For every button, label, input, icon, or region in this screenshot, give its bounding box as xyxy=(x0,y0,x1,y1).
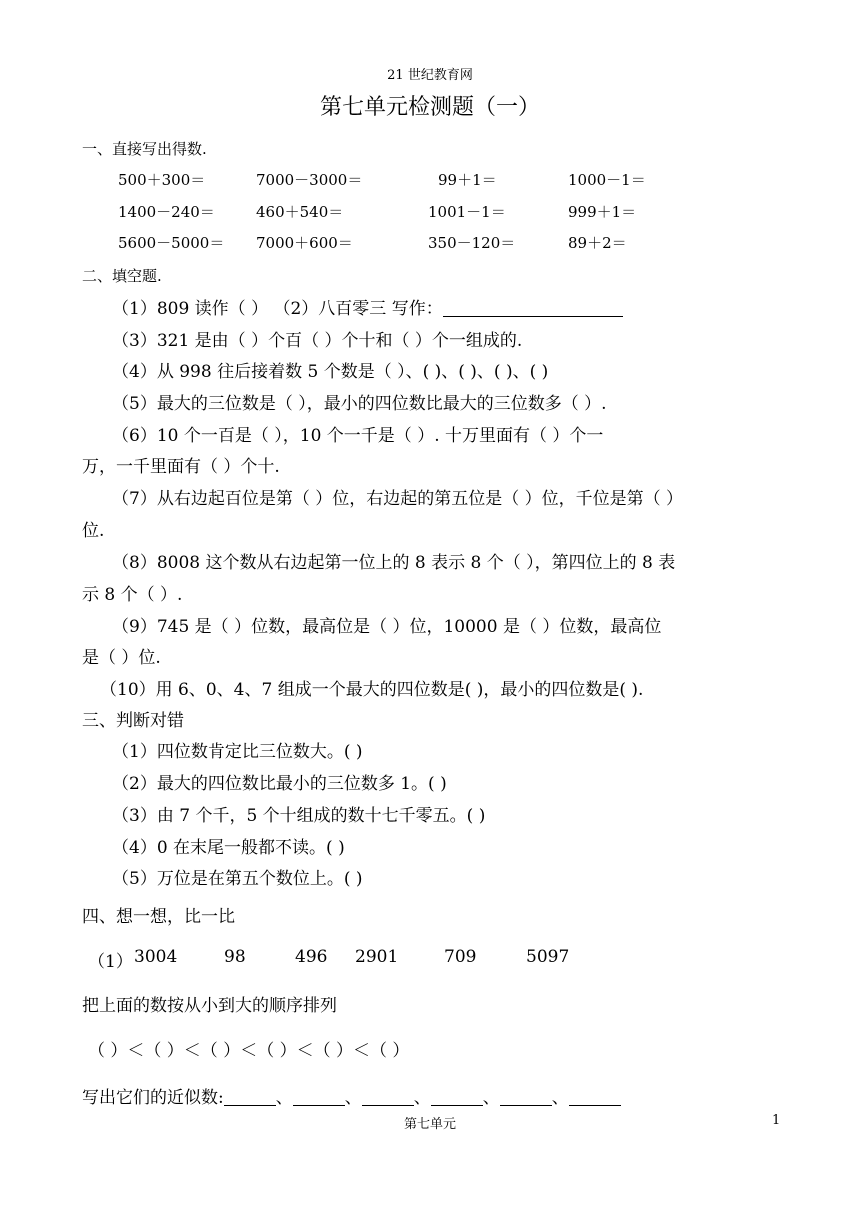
answer-blank[interactable] xyxy=(362,1088,414,1106)
order-row: （ ）＜（ ）＜（ ）＜（ ）＜（ ）＜（ ） xyxy=(88,1041,410,1061)
section-2-heading: 二、填空题. xyxy=(82,267,162,285)
calc-item: 350－120＝ xyxy=(428,234,516,252)
separator: 、 xyxy=(344,1088,362,1108)
question-text: （1）809 读作（ ） （2）八百零三 写作： xyxy=(112,299,443,319)
compare-number: 2901 xyxy=(355,947,399,967)
fill-question-3: （3）321 是由（ ）个百（ ）个十和（ ）个一组成的. xyxy=(112,331,523,351)
calc-item: 500＋300＝ xyxy=(118,171,206,189)
separator: 、 xyxy=(275,1088,293,1108)
judge-item: （4）0 在末尾一般都不读。( ) xyxy=(112,838,345,858)
approx-row xyxy=(82,1083,621,1108)
judge-item: （1）四位数肯定比三位数大。( ) xyxy=(112,742,363,762)
compare-number: 98 xyxy=(224,947,246,967)
calc-item: 1000－1＝ xyxy=(568,171,646,189)
footer-unit: 第七单元 xyxy=(403,1117,456,1132)
fill-question-7: （7）从右边起百位是第（ ）位，右边起的第五位是（ ）位，千位是第（ ） xyxy=(112,489,684,509)
section-1-heading: 一、直接写出得数. xyxy=(82,140,207,158)
compare-label: （1） xyxy=(88,952,133,972)
section-3-heading: 三、判断对错 xyxy=(82,711,184,731)
answer-blank[interactable] xyxy=(443,299,623,317)
fill-question-4: （4）从 998 往后接着数 5 个数是（ ）、( )、( )、( )、( ) xyxy=(112,362,549,382)
calc-item: 999＋1＝ xyxy=(568,203,637,221)
separator: 、 xyxy=(482,1088,500,1108)
calc-item: 1001－1＝ xyxy=(428,203,506,221)
page-title: 第七单元检测题（一） xyxy=(319,95,540,120)
judge-item: （5）万位是在第五个数位上。( ) xyxy=(112,869,363,889)
site-header: 21 世纪教育网 xyxy=(387,68,473,83)
section-4-heading: 四、想一想，比一比 xyxy=(82,907,235,927)
separator: 、 xyxy=(551,1088,569,1108)
fill-question-5: （5）最大的三位数是（ ），最小的四位数比最大的三位数多（ ）. xyxy=(112,394,607,414)
approx-label: 写出它们的近似数: xyxy=(82,1088,224,1108)
fill-question-9: （9）745 是（ ）位数，最高位是（ ）位，10000 是（ ）位数，最高位 xyxy=(112,617,662,637)
fill-question-10: （10）用 6、0、4、7 组成一个最大的四位数是( )，最小的四位数是( ). xyxy=(100,680,644,700)
calc-item: 5600－5000＝ xyxy=(118,234,225,252)
calc-item: 99＋1＝ xyxy=(438,171,497,189)
compare-number: 3004 xyxy=(134,947,178,967)
answer-blank[interactable] xyxy=(431,1088,483,1106)
calc-item: 460＋540＝ xyxy=(256,203,344,221)
answer-blank[interactable] xyxy=(293,1088,345,1106)
judge-item: （3）由 7 个千，5 个十组成的数十七千零五。( ) xyxy=(112,806,486,826)
compare-instruction: 把上面的数按从小到大的顺序排列 xyxy=(82,996,337,1016)
judge-item: （2）最大的四位数比最小的三位数多 1。( ) xyxy=(112,774,447,794)
fill-question-7-cont: 位. xyxy=(82,521,105,541)
compare-number: 496 xyxy=(295,947,328,967)
fill-question-1-2 xyxy=(112,294,623,319)
answer-blank[interactable] xyxy=(500,1088,552,1106)
answer-blank[interactable] xyxy=(569,1088,621,1106)
fill-question-8: （8）8008 这个数从右边起第一位上的 8 表示 8 个（ ），第四位上的 8 表 xyxy=(112,553,676,573)
answer-blank[interactable] xyxy=(224,1088,276,1106)
separator: 、 xyxy=(413,1088,431,1108)
page-number: 1 xyxy=(772,1113,781,1128)
fill-question-8-cont: 示 8 个（ ）. xyxy=(82,585,183,605)
fill-question-6: （6）10 个一百是（ ），10 个一千是（ ）. 十万里面有（ ）个一 xyxy=(112,426,604,446)
calc-item: 1400－240＝ xyxy=(118,203,215,221)
compare-number: 5097 xyxy=(526,947,570,967)
fill-question-9-cont: 是（ ）位. xyxy=(82,648,161,668)
calc-item: 7000－3000＝ xyxy=(256,171,363,189)
calc-item: 7000＋600＝ xyxy=(256,234,353,252)
fill-question-6-cont: 万，一千里面有（ ）个十. xyxy=(82,457,280,477)
compare-number: 709 xyxy=(444,947,477,967)
calc-item: 89＋2＝ xyxy=(568,234,627,252)
